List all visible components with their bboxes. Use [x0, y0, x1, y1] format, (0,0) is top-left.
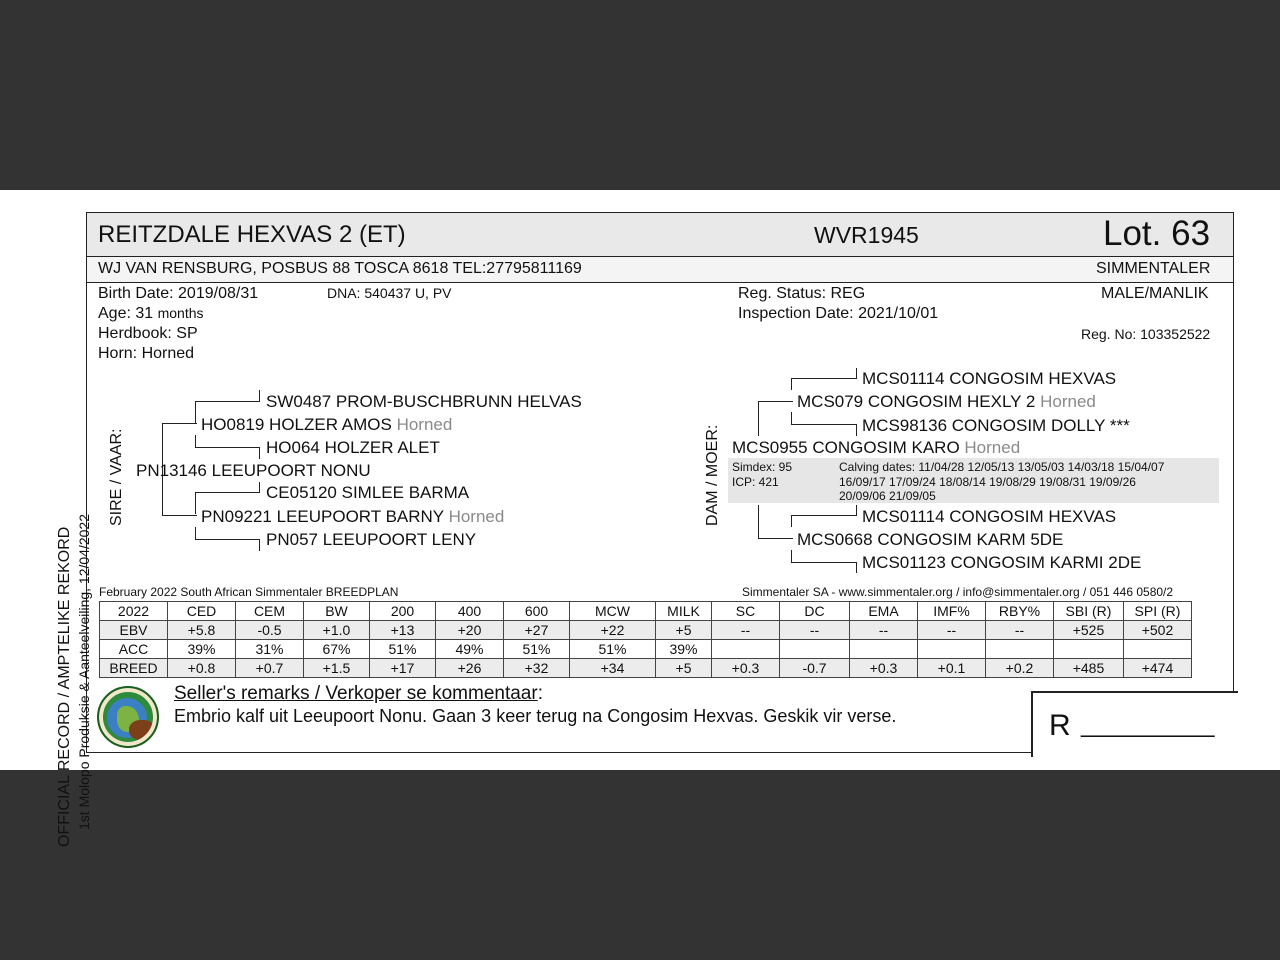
calving-dates-3: 20/09/06 21/09/05 [839, 489, 936, 503]
ebv-cell: +13 [370, 621, 436, 640]
ebv-cell: +0.3 [712, 659, 780, 678]
ebv-cell: EBV [100, 621, 168, 640]
ebv-cell: 51% [570, 640, 656, 659]
ebv-cell [1124, 640, 1192, 659]
ebv-cell [780, 640, 850, 659]
ebv-cell: +5 [656, 659, 712, 678]
dam-dam: MCS0668 CONGOSIM KARM 5DE [797, 530, 1064, 549]
sire-sire [201, 415, 452, 435]
ebv-row [100, 659, 1192, 678]
ebv-cell: 49% [436, 640, 504, 659]
ebv-cell: -- [986, 621, 1054, 640]
remarks-colon: : [537, 683, 543, 704]
simmentaler-logo [97, 686, 159, 748]
sire-sire-name: HO0819 HOLZER AMOS [201, 415, 392, 434]
ebv-cell: DC [780, 602, 850, 621]
ebv-cell: +26 [436, 659, 504, 678]
remarks-heading [174, 683, 543, 705]
dna-info: DNA: 540437 U, PV [327, 285, 452, 301]
owner-bar [87, 257, 1233, 283]
ebv-table [99, 601, 1192, 678]
ebv-cell: +525 [1054, 621, 1124, 640]
ebv-cell [712, 640, 780, 659]
ebv-cell: +502 [1124, 621, 1192, 640]
sire-name: PN13146 LEEUPOORT NONU [136, 461, 371, 480]
ebv-cell: CEM [236, 602, 304, 621]
ebv-cell: 31% [236, 640, 304, 659]
sire-sire-sire: SW0487 PROM-BUSCHBRUNN HELVAS [266, 392, 582, 411]
sire-label: SIRE / VAAR: [108, 428, 125, 526]
dam-horn: Horned [964, 438, 1021, 457]
dam-sire-dam: MCS98136 CONGOSIM DOLLY *** [862, 416, 1130, 435]
ebv-cell [986, 640, 1054, 659]
sire-dam [201, 507, 504, 527]
calving-dates-1: Calving dates: 11/04/28 12/05/13 13/05/03 14/03/18 15/04/07 [839, 460, 1165, 474]
sire-sire-horn: Horned [396, 415, 453, 434]
herdbook: Herdbook: SP [98, 325, 198, 342]
title-bar [87, 213, 1233, 257]
dam-label: DAM / MOER: [704, 424, 721, 526]
age [98, 305, 204, 323]
ebv-header-row [100, 602, 1192, 621]
registration-number: Reg. No: 103352522 [1081, 326, 1211, 342]
ebv-cell: -0.5 [236, 621, 304, 640]
ebv-cell [1054, 640, 1124, 659]
dam-sire-horn: Horned [1040, 392, 1096, 411]
ebv-cell [918, 640, 986, 659]
ebv-cell: SPI (R) [1124, 602, 1192, 621]
ebv-cell: 200 [370, 602, 436, 621]
sire-dam-sire: CE05120 SIMLEE BARMA [266, 483, 470, 502]
ebv-cell: MILK [656, 602, 712, 621]
age-value: Age: 31 [98, 305, 154, 322]
breedplan-source: February 2022 South African Simmentaler BREEDPLAN [99, 585, 399, 599]
ebv-cell: -- [918, 621, 986, 640]
ebv-row [100, 621, 1192, 640]
birth-date: Birth Date: 2019/08/31 [98, 285, 259, 302]
ebv-cell: +32 [504, 659, 570, 678]
ebv-cell: -- [780, 621, 850, 640]
ebv-cell: +5.8 [168, 621, 236, 640]
ebv-cell: 51% [370, 640, 436, 659]
ebv-cell: +20 [436, 621, 504, 640]
ebv-cell: +0.7 [236, 659, 304, 678]
ebv-cell: +1.0 [304, 621, 370, 640]
ebv-cell [850, 640, 918, 659]
ebv-cell: +22 [570, 621, 656, 640]
ebv-cell: 400 [436, 602, 504, 621]
dam-sire-sire: MCS01114 CONGOSIM HEXVAS [862, 369, 1117, 388]
lot-card [0, 190, 1280, 847]
ebv-cell: BW [304, 602, 370, 621]
ebv-cell: RBY% [986, 602, 1054, 621]
dam-dam-dam: MCS01123 CONGOSIM KARMI 2DE [862, 553, 1142, 572]
ebv-cell: 39% [168, 640, 236, 659]
breed-label: SIMMENTALER [1096, 260, 1211, 277]
sire-dam-name: PN09221 LEEUPOORT BARNY [201, 507, 444, 526]
dam-sire [797, 392, 1096, 412]
ebv-cell: IMF% [918, 602, 986, 621]
ebv-cell: +34 [570, 659, 656, 678]
sire-sire-dam: HO064 HOLZER ALET [266, 438, 440, 457]
auction-label: 1st Molopo Produksie & Aanteelveiling, 12/04/2022 [76, 514, 92, 830]
lot-number: Lot. 63 [1103, 214, 1211, 253]
ebv-cell: -- [712, 621, 780, 640]
inspection-date: Inspection Date: 2021/10/01 [738, 305, 939, 322]
ebv-cell: +5 [656, 621, 712, 640]
remarks-heading-text: Seller's remarks / Verkoper se kommentaar [174, 683, 538, 704]
ebv-cell: EMA [850, 602, 918, 621]
owner-info: WJ VAN RENSBURG, POSBUS 88 TOSCA 8618 TEL:27795811169 [98, 260, 582, 277]
horn-status: Horn: Horned [98, 345, 195, 362]
ebv-row [100, 640, 1192, 659]
breedplan-contact: Simmentaler SA - www.simmentaler.org / info@simmentaler.org / 051 446 0580/2 [742, 585, 1174, 599]
ebv-cell: +474 [1124, 659, 1192, 678]
dam-name-text: MCS0955 CONGOSIM KARO [732, 438, 960, 457]
official-record-label: OFFICIAL RECORD / AMPTELIKE REKORD [56, 526, 73, 847]
sire-dam-horn: Horned [448, 507, 505, 526]
price-blank[interactable]: __________ [1081, 711, 1215, 738]
dam-sire-name: MCS079 CONGOSIM HEXLY 2 [797, 392, 1036, 411]
ebv-cell: 600 [504, 602, 570, 621]
ebv-cell: SBI (R) [1054, 602, 1124, 621]
age-unit: months [157, 305, 204, 321]
ebv-cell: +0.3 [850, 659, 918, 678]
ebv-cell: +0.1 [918, 659, 986, 678]
ebv-cell: CED [168, 602, 236, 621]
ebv-cell: 67% [304, 640, 370, 659]
ebv-cell: BREED [100, 659, 168, 678]
icp: ICP: 421 [732, 475, 779, 489]
animal-name: REITZDALE HEXVAS 2 (ET) [98, 221, 406, 248]
remarks-text: Embrio kalf uit Leeupoort Nonu. Gaan 3 keer terug na Congosim Hexvas. Geskik vir verse. [174, 706, 897, 726]
ebv-cell: 2022 [100, 602, 168, 621]
ebv-cell: MCW [570, 602, 656, 621]
ebv-cell: SC [712, 602, 780, 621]
ebv-cell: 39% [656, 640, 712, 659]
ebv-cell: +1.5 [304, 659, 370, 678]
sex-label: MALE/MANLIK [1101, 285, 1209, 302]
ebv-cell: +27 [504, 621, 570, 640]
dam-dam-sire: MCS01114 CONGOSIM HEXVAS [862, 507, 1117, 526]
dam-name [732, 438, 1020, 458]
ebv-cell: +0.2 [986, 659, 1054, 678]
ebv-cell: -- [850, 621, 918, 640]
ebv-cell: +17 [370, 659, 436, 678]
simdex: Simdex: 95 [732, 460, 793, 474]
ebv-cell: 51% [504, 640, 570, 659]
calving-dates-2: 16/09/17 17/09/24 18/08/14 19/08/29 19/08/31 19/09/26 [839, 475, 1136, 489]
ebv-cell: +0.8 [168, 659, 236, 678]
reg-status: Reg. Status: REG [738, 285, 866, 302]
ebv-cell: +485 [1054, 659, 1124, 678]
sire-dam-dam: PN057 LEEUPOORT LENY [266, 530, 477, 549]
ebv-cell: ACC [100, 640, 168, 659]
price-box [1031, 691, 1238, 757]
ebv-cell: -0.7 [780, 659, 850, 678]
price-currency: R [1049, 709, 1071, 742]
registration-code: WVR1945 [814, 222, 919, 248]
